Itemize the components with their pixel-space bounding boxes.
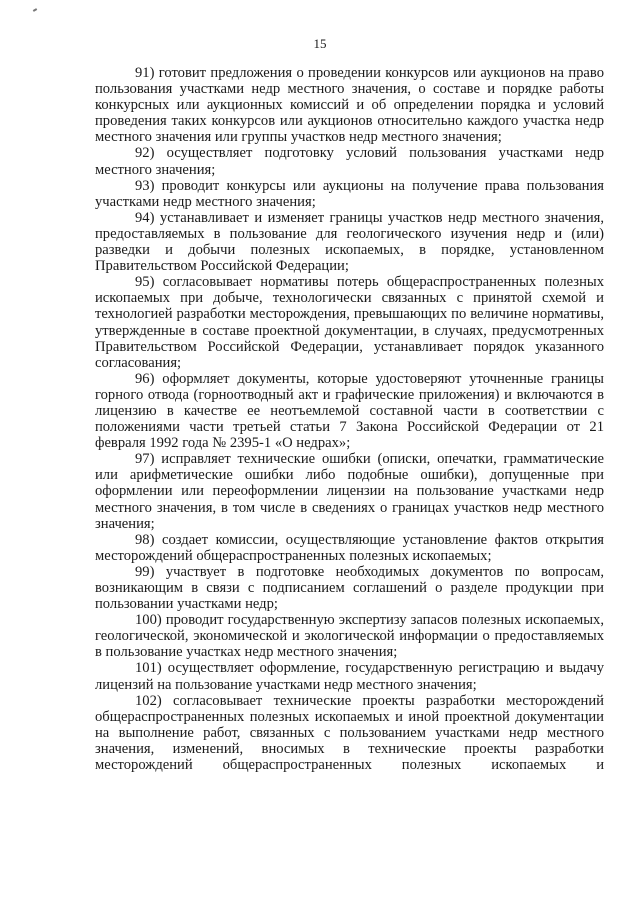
list-item-95: 95) согласовывает нормативы потерь общераспространенных полезных ископаемых при добыче, технологически связанных с принятой схемой и технологией разработки месторождения, превышающих по величине нормативы, утвержденные в составе проектной документации, в случаях, предусмотренных Правительством Российской Федерации, устанавливает порядок указанного согласования; [95, 274, 604, 371]
list-item-92: 92) осуществляет подготовку условий пользования участками недр местного значения; [95, 145, 604, 178]
list-item-93: 93) проводит конкурсы или аукционы на получение права пользования участками недр местного значения; [95, 177, 604, 210]
list-item-100: 100) проводит государственную экспертизу запасов полезных ископаемых, геологической, экономической и экологической информации о предоставляемых в пользование участках недр местного значения; [95, 612, 604, 661]
list-item-102: 102) согласовывает технические проекты разработки месторождений общераспространенных полезных ископаемых и иной проектной документации на выполнение работ, связанных с пользованием участками недр местного значения, изменений, вносимых в технические проекты разработки месторождений общераспространенных полезных ископаемых и [95, 692, 604, 774]
list-item-99: 99) участвует в подготовке необходимых документов по вопросам, возникающим в связи с подписанием соглашений о разделе продукции при пользовании участками недр; [95, 563, 604, 613]
list-item-94: 94) устанавливает и изменяет границы участков недр местного значения, предоставляемых в пользование для геологического изучения недр и (или) разведки и добычи полезных ископаемых, в порядке, установленном Правительством Российской Федерации; [95, 209, 604, 275]
list-item-96: 96) оформляет документы, которые удостоверяют уточненные границы горного отвода (горноотводный акт и графические приложения) и включаются в лицензию в качестве ее неотъемлемой составной части в соответствии с положениями части третьей статьи 7 Закона Российской Федерации от 21 февраля 1992 года № 2395-1 «О недрах»; [95, 370, 604, 452]
list-item-101: 101) осуществляет оформление, государственную регистрацию и выдачу лицензий на пользование участками недр местного значения; [95, 660, 604, 693]
list-item-97: 97) исправляет технические ошибки (описки, опечатки, грамматические или арифметические ошибки либо подобные ошибки), допущенные при оформлении или переоформлении лицензии на пользование участками недр местного значения, в том числе в сведениях о границах участков недр местного значения; [95, 451, 604, 532]
page-number: 15 [313, 36, 327, 51]
scan-artifact-mark [33, 8, 37, 12]
document-body [95, 65, 604, 773]
list-item-91: 91) готовит предложения о проведении конкурсов или аукционов на право пользования участками недр местного значения, о составе и порядке работы конкурсных или аукционных комиссий и об определении порядка и условий проведения таких конкурсов или аукционов относительно каждого участка недр местного значения или группы участков недр местного значения; [95, 65, 604, 146]
list-item-98: 98) создает комиссии, осуществляющие установление фактов открытия месторождений общераспространенных полезных ископаемых; [95, 531, 604, 564]
